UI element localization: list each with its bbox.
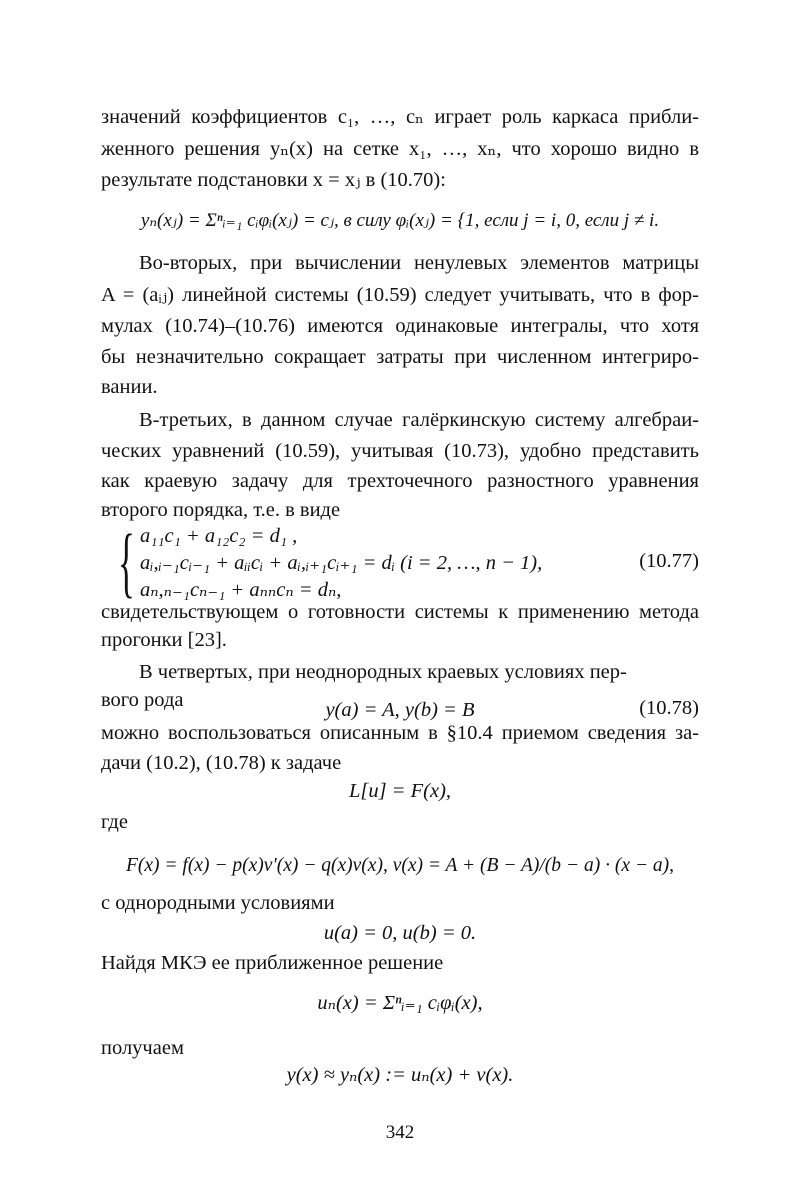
system-row: aₙ,ₙ₋₁cₙ₋₁ + aₙₙcₙ = dₙ, (140, 579, 342, 601)
text-line: A = (aᵢⱼ) линейной системы (10.59) следует учитывать, что в фор- (101, 284, 699, 306)
text-line: прогонки [23]. (101, 629, 227, 651)
equation-yn-xj: yₙ(xⱼ) = Σⁿᵢ₌₁ cᵢφᵢ(xⱼ) = cⱼ, в силу φᵢ(xⱼ) = {1, если j = i, 0, если j ≠ i. (140, 210, 660, 231)
text-line: Во-вторых, при вычислении ненулевых элементов матрицы (139, 252, 699, 274)
system-row: a₁₁c₁ + a₁₂c₂ = d₁ , (140, 525, 298, 547)
equation-problem: L[u] = F(x), (348, 780, 452, 802)
equation-number: (10.78) (639, 697, 699, 719)
text-line: можно воспользоваться описанным в §10.4 приемом сведения за- (101, 722, 699, 744)
text-line: мулах (10.74)–(10.76) имеются одинаковые интегралы, что хотя (101, 315, 699, 337)
system-row: aᵢ,ᵢ₋₁cᵢ₋₁ + aᵢᵢcᵢ + aᵢ,ᵢ₊₁cᵢ₊₁ = dᵢ (i = 2, …, n − 1), (140, 552, 543, 574)
text-line: где (101, 811, 128, 833)
text-line: Найдя МКЭ ее приближенное решение (101, 952, 444, 974)
text-line: результате подстановки x = xⱼ в (10.70): (101, 169, 446, 191)
equation-F: F(x) = f(x) − p(x)v′(x) − q(x)v(x), v(x) = A + (B − A)/(b − a) · (x − a), (125, 855, 675, 876)
text-line: с однородными условиями (101, 892, 335, 914)
text-line: второго порядка, т.е. в виде (101, 499, 341, 521)
text-line: как краевую задачу для трехточечного разностного уравнения (101, 470, 699, 492)
text-line: вании. (101, 376, 158, 398)
equation-boundary: y(a) = A, y(b) = B (325, 699, 475, 721)
text-line: вого рода (101, 689, 184, 711)
equation-result: y(x) ≈ yₙ(x) := uₙ(x) + v(x). (286, 1064, 514, 1086)
text-line: свидетельствующем о готовности системы к применению метода (101, 601, 699, 623)
equation-number: (10.77) (639, 550, 699, 572)
text-line: получаем (101, 1037, 184, 1059)
equation-un: uₙ(x) = Σⁿᵢ₌₁ cᵢφᵢ(x), (317, 992, 483, 1014)
text-line: ческих уравнений (10.59), учитывая (10.73), удобно представить (101, 440, 699, 462)
text-line: значений коэффициентов c₁, …, cₙ играет роль каркаса прибли- (101, 106, 699, 128)
text-line: В-третьих, в данном случае галёркинскую систему алгебраи- (139, 409, 699, 431)
text-line: бы незначительно сокращает затраты при численном интегриро- (101, 346, 699, 368)
text-line: женного решения yₙ(x) на сетке x₁, …, xₙ, что хорошо видно в (101, 138, 699, 160)
text-line: дачи (10.2), (10.78) к задаче (101, 752, 342, 774)
equation-homogeneous: u(a) = 0, u(b) = 0. (323, 922, 477, 944)
system-brace: { (118, 518, 135, 605)
text-line: В четвертых, при неоднородных краевых условиях пер- (139, 661, 627, 683)
page-number: 342 (385, 1122, 415, 1143)
